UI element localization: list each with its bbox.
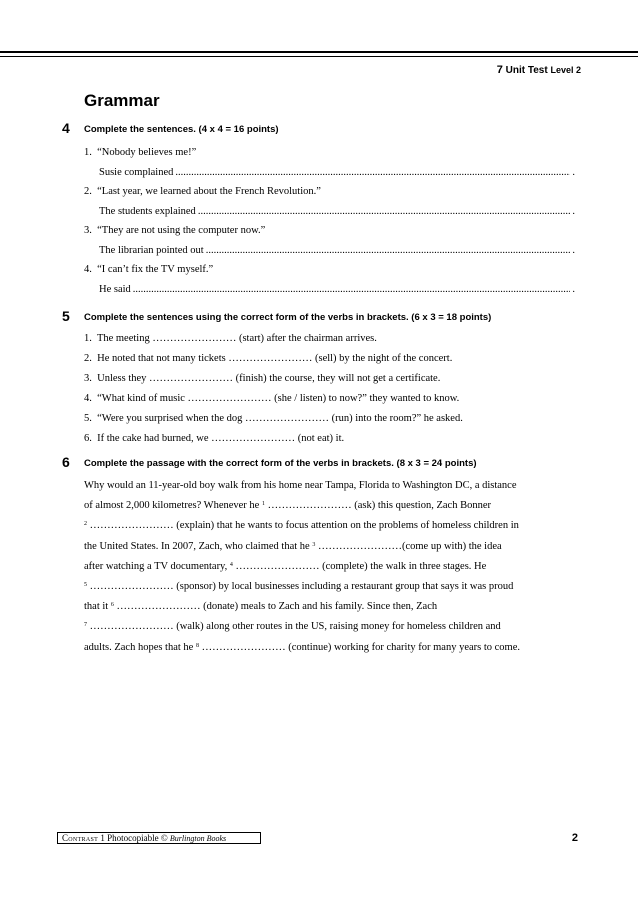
- page-number: 2: [571, 832, 578, 844]
- blank[interactable]: ……………………: [149, 373, 234, 384]
- blank[interactable]: ……………………: [228, 353, 313, 364]
- blank[interactable]: ……………………: [235, 560, 320, 572]
- answer-line[interactable]: He said ..... .: [99, 284, 575, 295]
- blank[interactable]: ……………………: [152, 333, 237, 344]
- blank[interactable]: ……………………: [89, 621, 174, 633]
- footer-photocopiable: Photocopiable: [107, 833, 159, 843]
- exercise-instruction: Complete the sentences using the correct form of the verbs in brackets. (6 x 3 = 18 points): [84, 312, 492, 323]
- footer-publisher: Burlington Books: [169, 833, 227, 843]
- exercise-number: 6: [62, 454, 70, 470]
- sentence-item: 1. The meeting …………………… (start) after the chairman arrives.: [84, 333, 377, 344]
- question-line: 4. “I can’t fix the TV myself.”: [84, 264, 214, 275]
- sentence-item: 2. He noted that not many tickets …………………… (sell) by the night of the concert.: [84, 353, 453, 364]
- answer-line[interactable]: The students explained ..... .: [99, 206, 575, 217]
- exercise-number: 4: [62, 120, 70, 136]
- answer-line[interactable]: Susie complained ..... .: [99, 167, 575, 178]
- sentence-item: 6. If the cake had burned, we …………………… (not eat) it.: [84, 433, 345, 444]
- sentence-item: 3. Unless they …………………… (finish) the course, they will not get a certificate.: [84, 373, 441, 384]
- passage: Why would an 11-year-old boy walk from his home near Tampa, Florida to Washington DC, a distance of almost 2,000 kilometres? Whenever he $^1$ …………………… (ask) this question, Zach Bonner $^2$ …………………… (explain) that he wants to focus attention on the problems of homeless children in the United States. In 2007, Zach, who claimed that he $^3$ ……………………(come up with) the idea after watching a TV documentary, $^4$ …………………… (complete) the walk in three stages. He $^5$ …………………… (sponsor) by local businesses including a restaurant group that says it was proud that it $^6$ …………………… (donate) meals to Zach and his family. Since then, Zach $^7$ …………………… (walk) along other routes in the US, raising money for homeless children and adults. Zach hopes that he $^8$ …………………… (continue) working for charity for many years to come.: [84, 480, 521, 653]
- footer-copyright-box: [57, 832, 261, 844]
- level-label: Level 2: [550, 65, 581, 75]
- sentence-item: 4. “What kind of music …………………… (she / listen) to now?” they wanted to know.: [84, 393, 460, 404]
- exercise-number: 5: [62, 308, 70, 324]
- answer-line[interactable]: The librarian pointed out ..... .: [99, 245, 575, 256]
- blank[interactable]: ……………………: [211, 433, 296, 444]
- question-line: 1. “Nobody believes me!”: [84, 147, 197, 158]
- blank[interactable]: ……………………: [89, 520, 174, 532]
- footer-copyright: ©: [160, 833, 168, 843]
- blank[interactable]: ……………………: [267, 500, 352, 512]
- exercise-instruction: Complete the passage with the correct form of the verbs in brackets. (8 x 3 = 24 points): [84, 458, 477, 469]
- footer-level: 1: [100, 833, 105, 843]
- section-title: Grammar: [84, 91, 160, 110]
- question-line: 2. “Last year, we learned about the French Revolution.”: [84, 186, 321, 197]
- page-header: [497, 64, 581, 76]
- top-rule-thin: [0, 56, 638, 57]
- blank[interactable]: ……………………: [201, 641, 286, 653]
- sentence-item: 5. “Were you surprised when the dog …………………… (run) into the room?” he asked.: [84, 413, 463, 424]
- blank[interactable]: ……………………: [245, 413, 329, 424]
- blank[interactable]: ……………………: [187, 393, 272, 404]
- blank[interactable]: ……………………: [317, 540, 402, 552]
- blank[interactable]: ……………………: [89, 581, 174, 593]
- question-line: 3. “They are not using the computer now.”: [84, 225, 266, 236]
- exercise-instruction: Complete the sentences. (4 x 4 = 16 points): [84, 124, 279, 135]
- top-rule-thick: [0, 51, 638, 53]
- footer-contrast: Contrast: [62, 833, 99, 843]
- unit-test-label: Unit Test: [505, 65, 548, 76]
- blank[interactable]: ……………………: [116, 601, 201, 613]
- unit-number: 7: [496, 64, 503, 76]
